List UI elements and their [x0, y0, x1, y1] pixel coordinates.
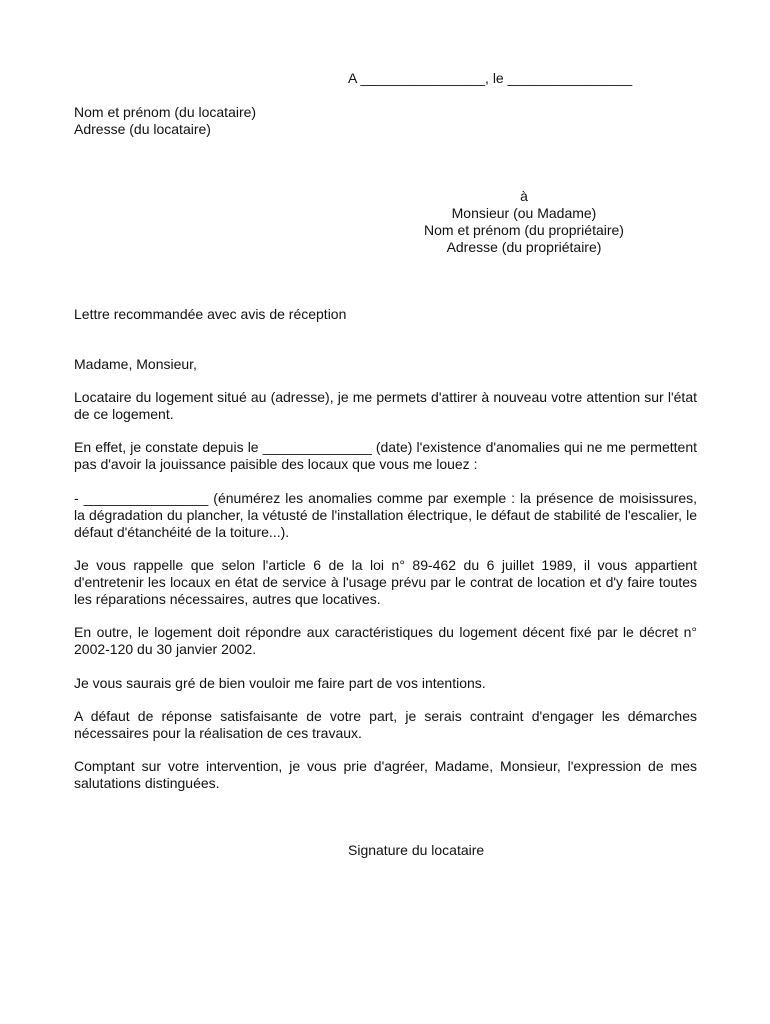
recipient-to: à — [520, 188, 528, 204]
body-paragraph-1: Locataire du logement situé au (adresse), je me permets d'attirer à nouveau votre attention sur l'état de ce logement. — [74, 389, 697, 422]
signature-label: Signature du locataire — [348, 842, 485, 858]
body-paragraph-4: Je vous rappelle que selon l'article 6 de la loi n° 89-462 du 6 juillet 1989, il vous appartient d'entretenir les locaux en état de service à l'usage prévu par le contrat de location et d'y faire toutes les réparations nécessaires, autres que locatives. — [74, 557, 697, 607]
body-paragraph-2: En effet, je constate depuis le ______________ (date) l'existence d'anomalies qui ne me permettent pas d'avoir la jouissance paisible des locaux que vous me louez : — [74, 439, 697, 472]
body-paragraph-5: En outre, le logement doit répondre aux caractéristiques du logement décent fixé par le décret n° 2002-120 du 30 janvier 2002. — [74, 624, 697, 657]
salutation: Madame, Monsieur, — [74, 356, 197, 372]
sender-name: Nom et prénom (du locataire) — [74, 104, 257, 120]
body-paragraph-6: Je vous saurais gré de bien vouloir me faire part de vos intentions. — [74, 675, 486, 691]
body-paragraph-3: - ________________ (énumérez les anomalies comme par exemple : la présence de moisissures, la dégradation du plancher, la vétusté de l'installation électrique, le défaut de stabilité de l'escalier, le défaut d'étanchéité de la toiture...). — [74, 490, 697, 540]
sender-address: Adresse (du locataire) — [74, 121, 211, 137]
letter-subject: Lettre recommandée avec avis de réception — [74, 306, 347, 322]
place-date-line: A ________________, le ________________ — [348, 70, 633, 86]
body-paragraph-7: A défaut de réponse satisfaisante de votre part, je serais contraint d'engager les démarches nécessaires pour la réalisation de ces travaux. — [74, 708, 697, 741]
recipient-address: Adresse (du propriétaire) — [446, 239, 602, 255]
recipient-name: Nom et prénom (du propriétaire) — [424, 222, 624, 238]
recipient-block — [400, 188, 648, 256]
recipient-title: Monsieur (ou Madame) — [451, 205, 597, 221]
body-paragraph-8: Comptant sur votre intervention, je vous prie d'agréer, Madame, Monsieur, l'expression de mes salutations distinguées. — [74, 758, 697, 791]
